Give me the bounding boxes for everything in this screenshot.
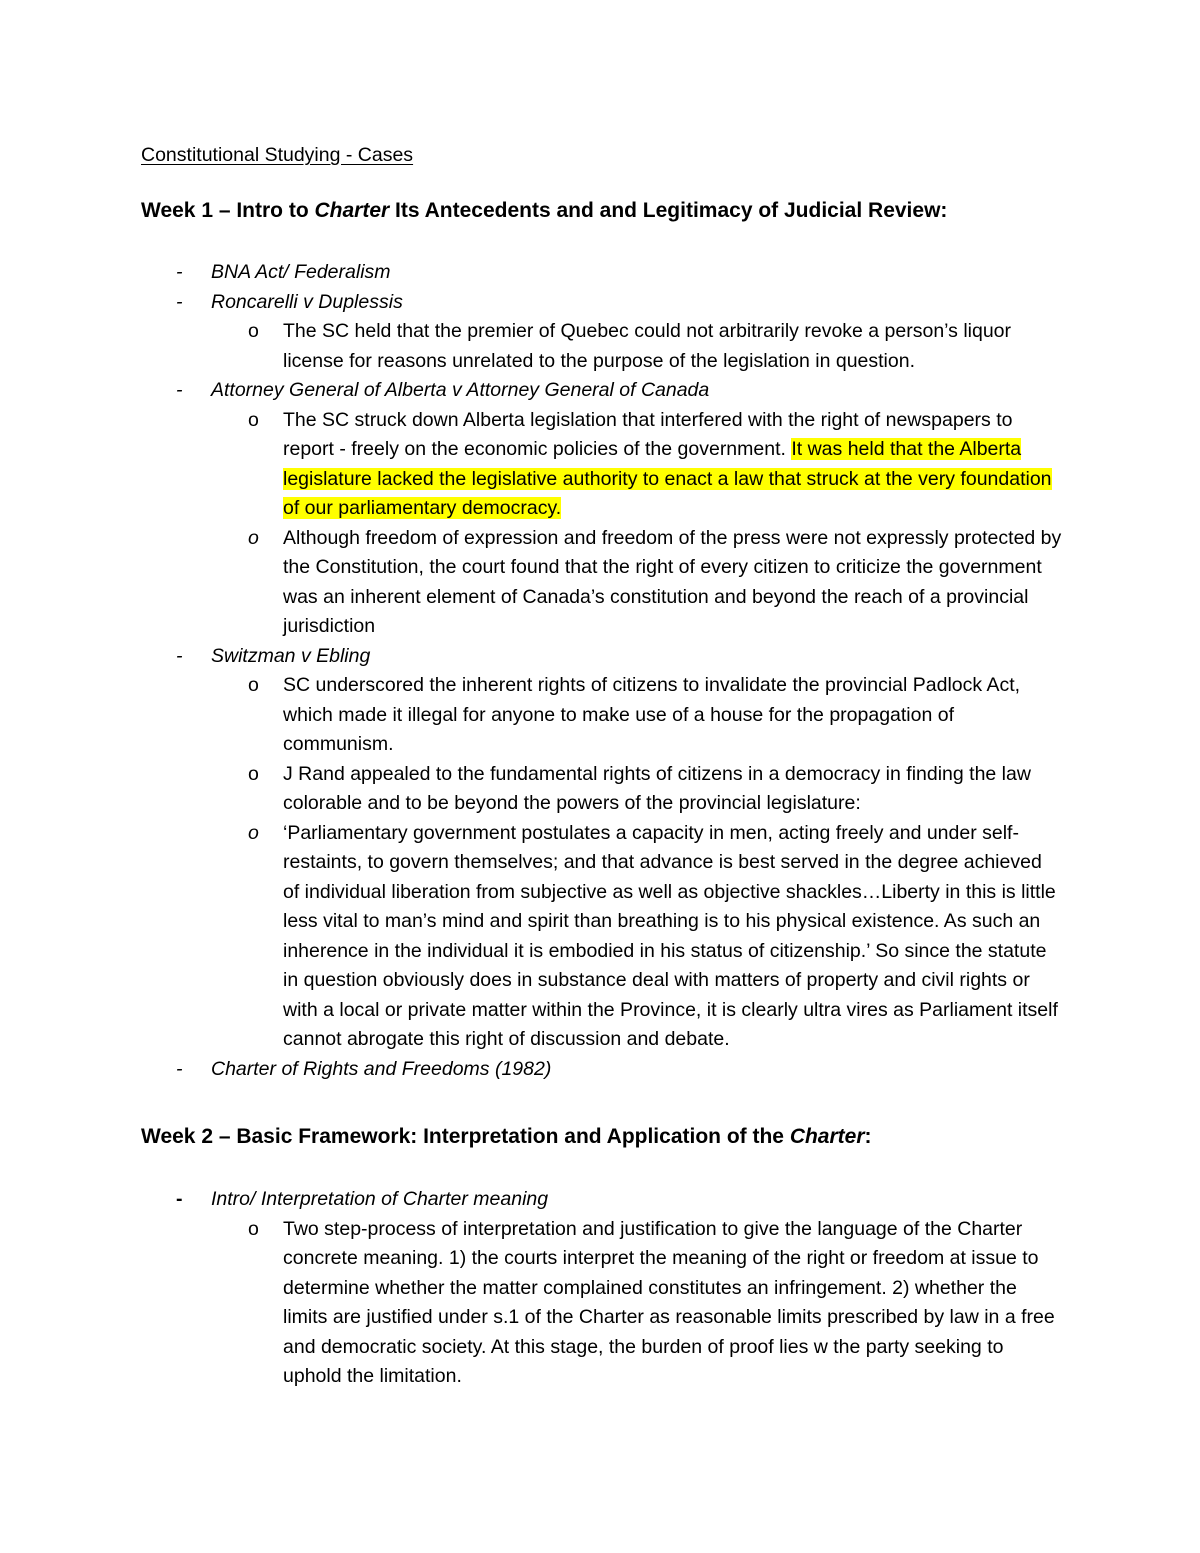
circle-bullet: o (248, 1217, 259, 1240)
document-title: Constitutional Studying - Cases (141, 144, 414, 166)
week-2-heading: Week 2 – Basic Framework: Interpretation and Application of the Charter: (141, 1125, 872, 1148)
dash-bullet: - (176, 644, 183, 667)
circle-bullet: o (248, 526, 259, 549)
case-switzman: - Switzman v Ebling (0, 642, 1200, 672)
case-ag-alberta: - Attorney General of Alberta v Attorney General of Canada (0, 376, 1200, 406)
circle-bullet: o (248, 674, 259, 696)
note-two-step-process: o Two step-process of interpretation and justification to give the language of the Charter concrete meaning. 1) the courts interpret the meaning of the right or freedom at issue to determine whether the matter complained constitutes an infringement. 2) whether the limits are justified under s.1 of the Charter as reasonable limits prescribed by law in a free and democratic society. At this stage, the burden of proof lies w the party seeking to uphold the limitation. (0, 1215, 1063, 1392)
circle-bullet: o (248, 821, 259, 844)
note-switzman-padlock: o SC underscored the inherent rights of citizens to invalidate the provincial Padlock Act, which made it illegal for anyone to make use of a house for the propagation of communism. (0, 671, 1063, 760)
week-1-heading: Week 1 – Intro to Charter Its Antecedents and and Legitimacy of Judicial Review: (141, 199, 948, 222)
case-roncarelli: - Roncarelli v Duplessis (0, 288, 1200, 318)
dash-bullet: - (176, 1057, 183, 1080)
circle-bullet: o (248, 320, 259, 342)
highlighted-text: It was held that the Alberta legislature lacked the legislative authority to enact a law that struck at the very foundation of our parliamentary democracy. (283, 438, 1052, 519)
dash-bullet: - (176, 379, 183, 401)
note-alberta-freedom: o Although freedom of expression and freedom of the press were not expressly protected by the Constitution, the court found that the right of every citizen to criticize the government was an inherent element of Canada’s constitution and beyond the reach of a provincial jurisdiction (0, 524, 1063, 642)
note-switzman-rand: o J Rand appealed to the fundamental rights of citizens in a democracy in finding the law colorable and to be beyond the powers of the provincial legislature: (0, 760, 1063, 819)
case-charter: - Charter of Rights and Freedoms (1982) (0, 1055, 1200, 1085)
dash-bullet: - (176, 261, 183, 283)
circle-bullet: o (248, 408, 259, 431)
week-2-list (0, 1185, 1200, 1392)
circle-bullet: o (248, 762, 259, 785)
dash-bullet: - (176, 1188, 183, 1210)
note-alberta-holding: o The SC struck down Alberta legislation that interfered with the right of newspapers to report - freely on the economic policies of the government. It was held that the Alberta legislature lacked the legislative authority to enact a law that struck at the very foundation of our parliamentary democracy. (0, 406, 1063, 524)
note-switzman-quote: o ‘Parliamentary government postulates a capacity in men, acting freely and under self-restaints, to govern themselves; and that advance is best served in the degree achieved of individual liberation from subjective as well as objective shackles…Liberty in this is little less vital to man’s mind and spirit than breathing is to his physical existence. As such an inherence in the individual it is embodied in his status of citizenship.’ So since the statute in question obviously does in substance deal with matters of property and civil rights or with a local or private matter within the Province, it is clearly ultra vires as Parliament itself cannot abrogate this right of discussion and debate. (0, 819, 1063, 1055)
dash-bullet: - (176, 290, 183, 313)
topic-interpretation: - Intro/ Interpretation of Charter meaning (0, 1185, 1200, 1215)
week-1-list (0, 258, 1200, 1084)
note-roncarelli-holding: o The SC held that the premier of Quebec could not arbitrarily revoke a person’s liquor license for reasons unrelated to the purpose of the legislation in question. (0, 317, 1063, 376)
case-bna-act: - BNA Act/ Federalism (0, 258, 1200, 288)
